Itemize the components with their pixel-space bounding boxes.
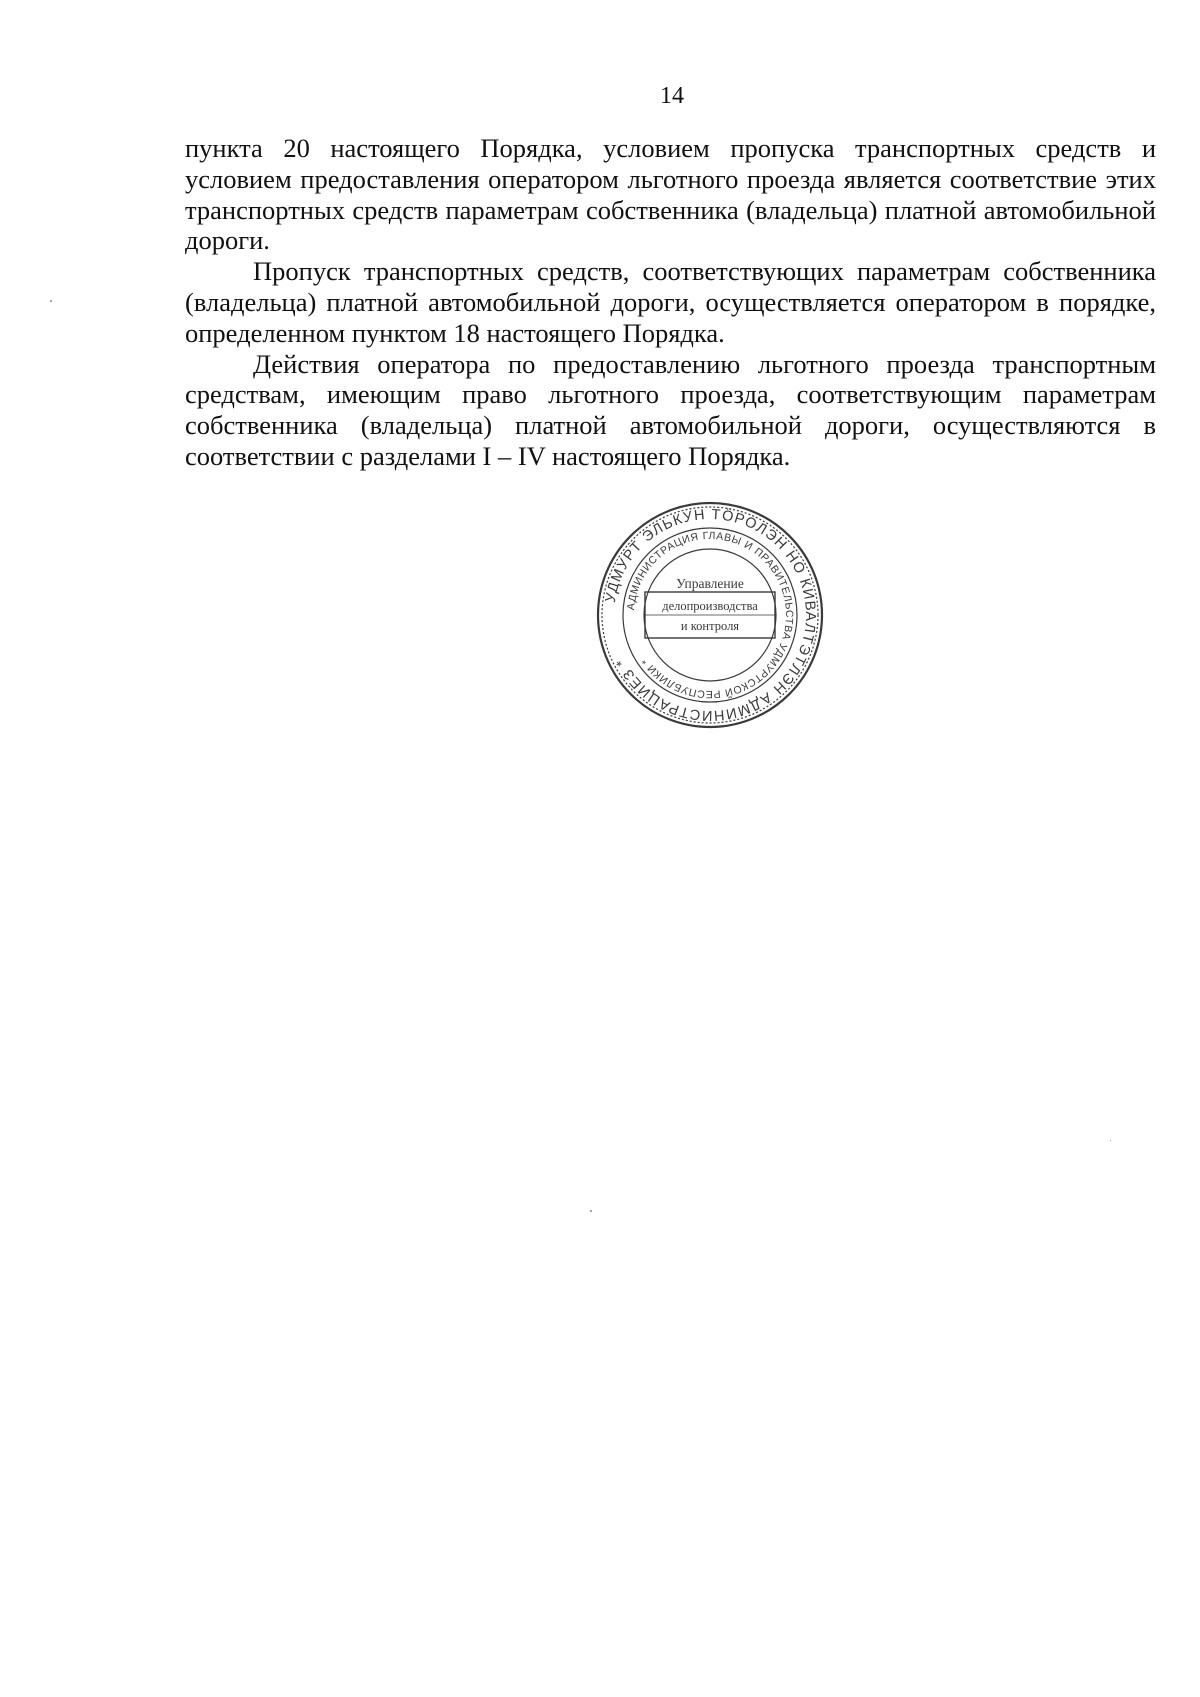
scan-speck (1110, 1140, 1111, 1141)
seal-outer-ring-text: УДМУРТ ЭЛЬКУН ТÖРОЛЭН НО КИВАЛТЭТЛЭН АДМИНИСТРАЦИЕЗ * (602, 506, 819, 724)
seal-center-line-1: Управление (676, 576, 744, 591)
page-number: 14 (660, 83, 684, 109)
paragraph-1: пункта 20 настоящего Порядка, условием пропуска транспортных средств и условием предоставления оператором льготного проезда является соответствие этих транспортных средств параметрам собственника (владельца) платной автомобильной дороги. (185, 133, 1156, 256)
seal-graphic (595, 500, 825, 730)
seal-inner-ring-text: АДМИНИСТРАЦИЯ ГЛАВЫ И ПРАВИТЕЛЬСТВА УДМУРТСКОЙ РЕСПУБЛИКИ * (625, 529, 796, 701)
scan-speck (590, 1210, 592, 1212)
seal-center-line-2: делопроизводства (662, 599, 758, 613)
paragraph-2: Пропуск транспортных средств, соответствующих параметрам собственника (владельца) платной автомобильной дороги, осуществляется оператором в порядке, определенном пунктом 18 настоящего Порядка. (185, 256, 1156, 348)
scan-speck (50, 300, 52, 302)
seal-center-line-3: и контроля (680, 619, 740, 633)
official-seal-stamp (595, 500, 825, 730)
paragraph-3: Действия оператора по предоставлению льготного проезда транспортным средствам, имеющим право льготного проезда, соответствующим параметрам собственника (владельца) платной автомобильной дороги, осуществляются в соответствии с разделами I – IV настоящего Порядка. (185, 348, 1156, 471)
document-body (185, 133, 1156, 472)
